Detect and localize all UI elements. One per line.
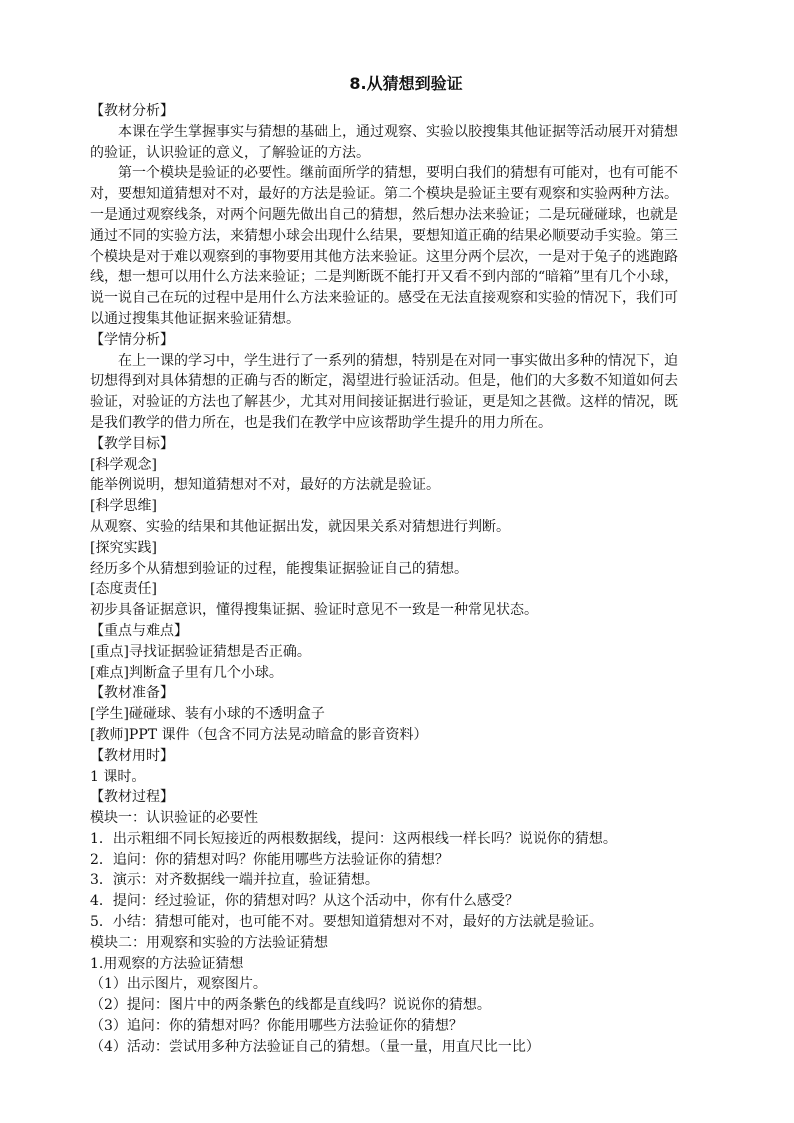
text-line: 说一说自己在玩的过程中是用什么方法来验证的。感受在无法直接观察和实验的情况下，我们可 <box>90 290 678 307</box>
section-heading: 【学情分析】 <box>90 331 174 348</box>
text-line: [学生]碰碰球、装有小球的不透明盒子 <box>90 706 325 723</box>
document-title: 8.从猜想到验证 <box>349 74 463 93</box>
text-line: 1．出示粗细不同长短接近的两根数据线，提问：这两根线一样长吗？说说你的猜想。 <box>90 830 617 847</box>
text-line: 对，要想知道猜想对不对，最好的方法是验证。第二个模块是验证主要有观察和实验两种方法。 <box>90 186 678 203</box>
text-line: 线，想一想可以用什么方法来验证；二是判断既不能打开又看不到内部的“暗箱”里有几个小球， <box>90 269 679 286</box>
text-line: 验证，对验证的方法也了解甚少，尤其对用间接证据进行验证，更是知之甚微。这样的情况，既 <box>90 394 678 411</box>
text-line: 初步具备证据意识，懂得搜集证据、验证时意见不一致是一种常见状态。 <box>90 602 538 619</box>
text-line: 的验证，认识验证的意义，了解验证的方法。 <box>90 144 370 161</box>
text-line: 一是通过观察线条，对两个问题先做出自己的猜想，然后想办法来验证；二是玩碰碰球，也就是 <box>90 206 678 223</box>
text-line: 4．提问：经过验证，你的猜想对吗？从这个活动中，你有什么感受？ <box>90 893 519 910</box>
text-line: [重点]寻找证据验证猜想是否正确。 <box>90 643 311 660</box>
text-line: [难点]判断盒子里有几个小球。 <box>90 664 283 681</box>
section-heading: 【教材用时】 <box>90 747 174 764</box>
text-line: 是我们教学的借力所在，也是我们在教学中应该帮助学生提升的用力所在。 <box>90 414 552 431</box>
section-heading: 【教学目标】 <box>90 435 174 452</box>
text-line: 2．追问：你的猜想对吗？你能用哪些方法验证你的猜想？ <box>90 851 449 868</box>
text-line: 能举例说明，想知道猜想对不对，最好的方法就是验证。 <box>90 477 440 494</box>
text-line: 通过不同的实验方法，来猜想小球会出现什么结果，要想知道正确的结果必顺要动手实验。第三 <box>90 227 678 244</box>
text-line: （4）活动：尝试用多种方法验证自己的猜想。（量一量，用直尺比一比） <box>90 1038 540 1055</box>
text-line: 经历多个从猜想到验证的过程，能搜集证据验证自己的猜想。 <box>90 560 468 577</box>
text-line: [态度责任] <box>90 581 157 598</box>
text-line: [科学观念] <box>90 456 157 473</box>
text-line: 本课在学生掌握事实与猜想的基础上，通过观察、实验以胶搜集其他证据等活动展开对猜想 <box>118 123 678 140</box>
text-line: （2）提问：图片中的两条紫色的线都是直线吗？说说你的猜想。 <box>90 997 491 1014</box>
text-line: 模块二：用观察和实验的方法验证猜想 <box>90 934 328 951</box>
text-line: 切想得到对具体猜想的正确与否的断定，渴望进行验证活动。但是，他们的大多数不知道如何去 <box>90 373 678 390</box>
text-line: 模块一：认识验证的必要性 <box>90 810 258 827</box>
text-line: [教师]PPT 课件（包含不同方法晃动暗盒的影音资料） <box>90 726 428 743</box>
section-heading: 【重点与难点】 <box>90 622 188 639</box>
section-heading: 【教材分析】 <box>90 103 174 119</box>
document-body <box>90 101 716 1058</box>
text-line: 5．小结：猜想可能对，也可能不对。要想知道猜想对不对，最好的方法就是验证。 <box>90 914 603 931</box>
text-line: （3）追问：你的猜想对吗？你能用哪些方法验证你的猜想？ <box>90 1018 463 1035</box>
text-line: 以通过搜集其他证据来验证猜想。 <box>90 310 300 327</box>
document-content <box>90 73 716 1058</box>
text-line: 1.用观察的方法验证猜想 <box>90 955 244 972</box>
text-line: 个模块是对于难以观察到的事物要用其他方法来验证。这里分两个层次，一是对于兔子的逃跑路 <box>90 248 678 265</box>
text-line: 在上一课的学习中，学生进行了一系列的猜想，特别是在对同一事实做出多种的情况下，迫 <box>118 352 678 369</box>
text-line: [探究实践] <box>90 539 157 556</box>
text-line: 1 课时。 <box>90 768 146 785</box>
section-heading: 【教材准备】 <box>90 685 174 702</box>
text-line: 从观察、实验的结果和其他证据出发，就因果关系对猜想进行判断。 <box>90 518 510 535</box>
text-line: （1）出示图片，观察图片。 <box>90 976 267 993</box>
text-line: [科学思维] <box>90 498 157 515</box>
text-line: 3．演示：对齐数据线一端并拉直，验证猜想。 <box>90 872 379 889</box>
text-line: 第一个模块是验证的必要性。继前面所学的猜想，要明白我们的猜想有可能对，也有可能不 <box>118 165 678 182</box>
section-heading: 【教材过程】 <box>90 789 174 806</box>
